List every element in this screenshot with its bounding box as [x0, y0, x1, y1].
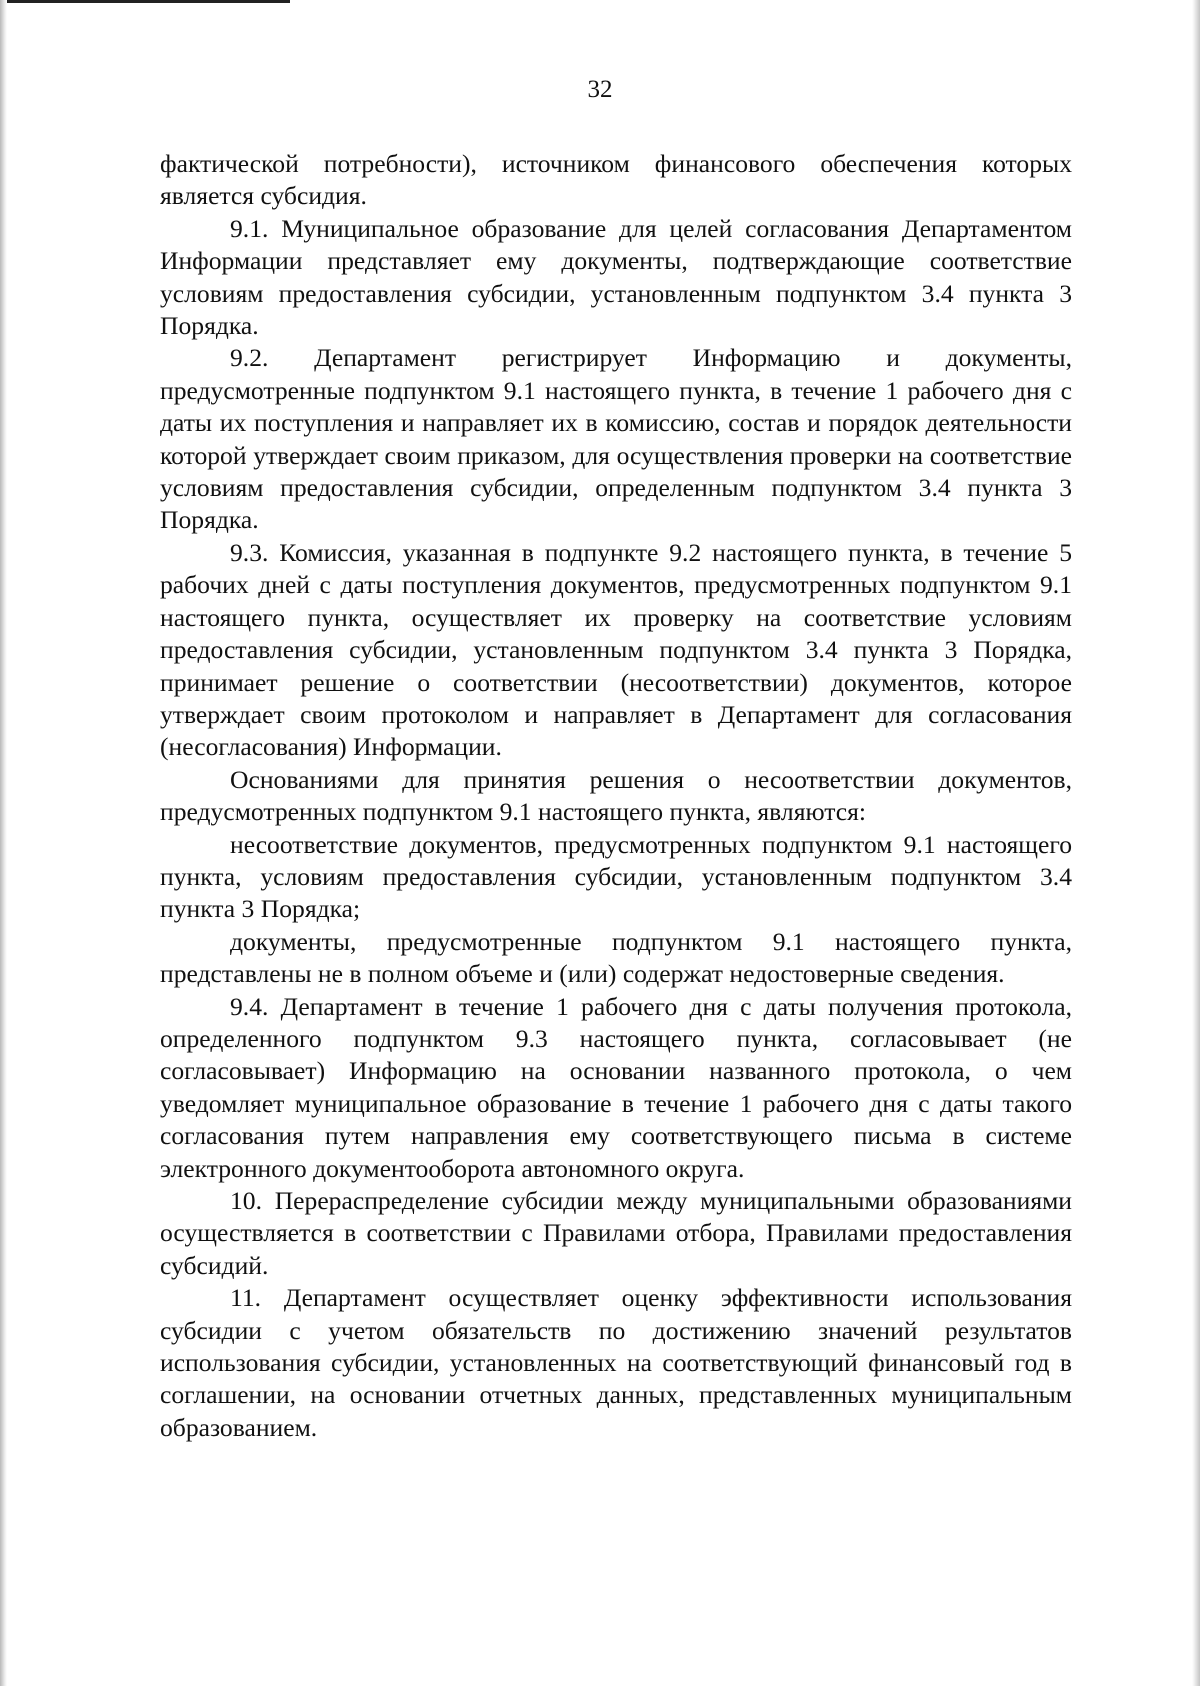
- paragraph-10: 10. Перераспределение субсидии между муниципальными образованиями осуществляется в соответствии с Правилами отбора, Правилами предоставления субсидий.: [160, 1186, 1072, 1280]
- paragraph-continuation: фактической потребности), источником финансового обеспечения которых является субсидия.: [160, 149, 1072, 211]
- paragraph-9-3: 9.3. Комиссия, указанная в подпункте 9.2 настоящего пункта, в течение 5 рабочих дней с даты поступления документов, предусмотренных подпунктом 9.1 настоящего пункта, осуществляет их проверку на соответствие условиям предоставления субсидии, установленным подпунктом 3.4 пункта 3 Порядка, принимает решение о соответствии (несоответствии) документов, которое утверждает своим протоколом и направляет в Департамент для согласования (несогласования) Информации.: [160, 537, 1072, 762]
- scan-border-top: [0, 0, 290, 3]
- paragraph-11: 11. Департамент осуществляет оценку эффективности использования субсидии с учетом обязательств по достижению значений результатов использования субсидии, установленных на соответствующий финансовый год в соглашении, на основании отчетных данных, представленных муниципальным образованием.: [160, 1283, 1072, 1442]
- paragraph-9-4: 9.4. Департамент в течение 1 рабочего дня с даты получения протокола, определенного подпунктом 9.3 настоящего пункта, согласовывает (не согласовывает) Информацию на основании названного протокола, о чем уведомляет муниципальное образование в течение 1 рабочего дня с даты такого согласования путем направления ему соответствующего письма в системе электронного документооборота автономного округа.: [160, 991, 1072, 1183]
- paragraph-9-1: 9.1. Муниципальное образование для целей согласования Департаментом Информации представляет ему документы, подтверждающие соответствие условиям предоставления субсидии, установленным подпунктом 3.4 пункта 3 Порядка.: [160, 213, 1072, 341]
- paragraph-ground-1: несоответствие документов, предусмотренных подпунктом 9.1 настоящего пункта, условиям предоставления субсидии, установленным подпунктом 3.4 пункта 3 Порядка;: [160, 829, 1072, 924]
- scan-border-left: [0, 0, 7, 1686]
- paragraph-9-2: 9.2. Департамент регистрирует Информацию и документы, предусмотренные подпунктом 9.1 настоящего пункта, в течение 1 рабочего дня с даты их поступления и направляет их в комиссию, состав и порядок деятельности которой утверждает своим приказом, для осуществления проверки на соответствие условиям предоставления субсидии, определенным подпунктом 3.4 пункта 3 Порядка.: [160, 343, 1072, 535]
- paragraph-grounds: Основаниями для принятия решения о несоответствии документов, предусмотренных подпунктом 9.1 настоящего пункта, являются:: [160, 764, 1072, 827]
- page-number: 32: [587, 76, 613, 103]
- paragraph-ground-2: документы, предусмотренные подпунктом 9.1 настоящего пункта, представлены не в полном объеме и (или) содержат недостоверные сведения.: [160, 926, 1072, 989]
- scan-border-right: [1192, 0, 1200, 1686]
- document-body: [160, 148, 1072, 1444]
